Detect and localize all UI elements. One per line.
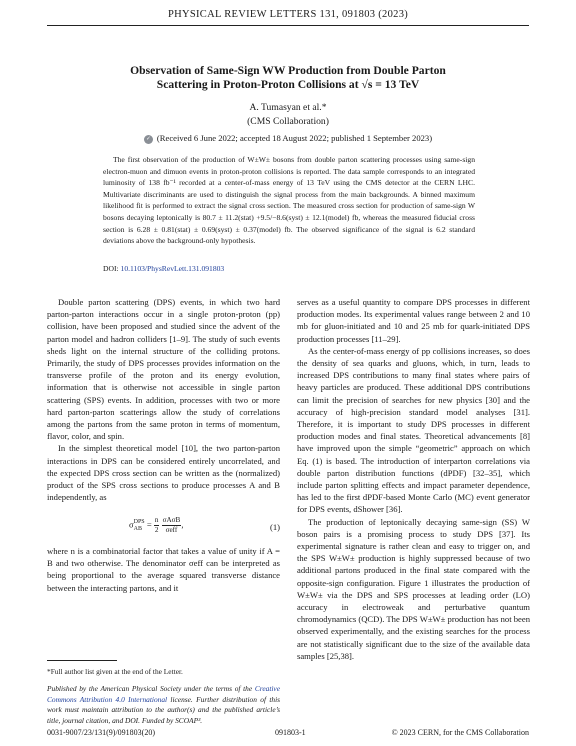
eq-equals: = (146, 519, 152, 530)
crossmark-icon[interactable]: ✓ (144, 135, 153, 144)
right-column (297, 296, 530, 662)
title-line-2: Scattering in Proton-Proton Collisions at √s = 13 TeV (156, 78, 420, 91)
license-link[interactable]: Creative Commons Attribution 4.0 International (47, 684, 280, 704)
paragraph-same-sign: The production of leptonically decaying same-sign (SS) W boson pairs is a promising process to study DPS [37]. Its experimental signature is rather clean and easy to trigger on, and the SPS W±W± production is highly suppressed because of two additional partons produced in the final state compared with the opposite-sign configuration. Figure 1 illustrates the production of W±W± via the DPS and SPS processes at leading order (LO) accuracy in electroweak and perturbative quantum chromodynamics (QCD). The DPS W±W± production has not been observed experimentally, and the existing searches for the process are not statistically significant due to the size of the available data samples [25,38]. (297, 516, 530, 661)
equation-number: (1) (269, 522, 280, 532)
paragraph-range: serves as a useful quantity to compare DPS processes in different production modes. Its experimental values range between 2 and 10 mb for gluon-initiated and 10 and 25 mb for quark-initiated DPS production processes [11–29]. (297, 297, 530, 344)
eq-frac-2: $\frac{\text{σAσB}}{\text{σeff}}$ (162, 516, 181, 534)
eq-sup: DPS (133, 518, 145, 525)
header-rule (47, 25, 529, 26)
footer-issn: 0031-9007/23/131(9)/091803(20) (47, 728, 155, 737)
paragraph-energy: As the center-of-mass energy of pp collisions increases, so does the density of sea quarks and gluons, which, in turn, leads to increased DPS contributions to many final states where pairs of heavy particles are produced. These additional DPS contributions can limit the precision of searches for new physics [30] and the accuracy of high-precision standard model analyses [31]. Therefore, it is important to study DPS processes in different production modes and final states. Theoretical advancements [8] have improved upon the simple “geometric” approach on which Eq. (1) is based. The introduction of interparton correlations via double parton distribution functions (dPDF) [32–35], which include parton splitting effects and impact parameter dependence, has led to the first dPDF-based Monte Carlo (MC) event generator for DPS events, dShower [36]. (297, 345, 530, 515)
journal-header: PHYSICAL REVIEW LETTERS 131, 091803 (2023) (167, 9, 409, 20)
license-text-after: license. Further distribution of this work must maintain attribution to the author(s) and the published article’s title, journal citation, and DOI. Funded by SCOAP³. (47, 694, 280, 725)
doi-line (103, 264, 224, 273)
footnote-rule (47, 660, 117, 661)
paragraph-model: In the simplest theoretical model [10], the two parton-parton interactions in DPS can be considered entirely uncorrelated, and the expected DPS cross section can be written as the (normalized) product of the SPS cross sections to produce processes A and B independently, as (47, 443, 280, 503)
paragraph-sigma-eff: where n is a combinatorial factor that takes a value of unity if A = B and two otherwise. The denominator σeff can be interpreted as being proportional to the average squared transverse distance between the interacting partons, and it (47, 546, 280, 593)
license-text-before: Published by the American Physical Society under the terms of the (47, 684, 255, 693)
footer-copyright: © 2023 CERN, for the CMS Collaboration (391, 728, 529, 737)
dates-text: (Received 6 June 2022; accepted 18 August 2022; published 1 September 2023) (156, 133, 433, 143)
publication-dates (0, 133, 576, 144)
eq-sigma: σ (129, 519, 134, 530)
equation-1 (47, 514, 280, 542)
title-line-1: Observation of Same-Sign WW Production from Double Parton (130, 64, 446, 77)
doi-link[interactable]: 10.1103/PhysRevLett.131.091803 (120, 264, 225, 273)
eq-sub: AB (133, 525, 142, 532)
eq-tail: , (181, 519, 184, 530)
footer-page-number: 091803-1 (275, 728, 306, 737)
author-line[interactable]: A. Tumasyan et al.* (249, 102, 327, 113)
collaboration: (CMS Collaboration) (247, 116, 329, 127)
paper-title (90, 64, 486, 92)
abstract: The first observation of the production of W±W± bosons from double parton scattering processes using same-sign electron-muon and dimuon events in proton-proton collisions is reported. The data sample corresponds to an integrated luminosity of 138 fb⁻¹ recorded at a center-of-mass energy of 13 TeV using the CMS detector at the CERN LHC. Multivariate discriminants are used to distinguish the signal process from the main backgrounds. A binned maximum likelihood fit is performed to extract the signal cross section. The measured cross section for production of same-sign W bosons decaying leptonically is 80.7 ± 11.2(stat) +9.5/−8.6(syst) ± 12.1(model) fb, whereas the measured fiducial cross section is 6.28 ± 0.81(stat) ± 0.69(syst) ± 0.37(model) fb. The observed significance of the signal is 6.2 standard deviations above the background-only hypothesis. (103, 155, 475, 246)
equation-body (129, 516, 183, 535)
left-column (47, 296, 280, 503)
left-column-cont (47, 545, 280, 594)
paragraph-intro: Double parton scattering (DPS) events, in which two hard parton-parton interactions occur in a single proton-proton (pp) collision, have been proposed and studied since the advent of the parton model and hadron colliders [1–9]. The study of such events sheds light on the internal structure of the colliding protons. Primarily, the study of DPS processes provides information on the transverse profile of the proton and its energy evolution, information that is otherwise not accessible in single parton scattering (SPS) events. In addition, processes with two or more hard parton-parton scatterings allow the study of correlations among the partons from the same proton in terms of momentum, flavor, color, and spin. (47, 297, 280, 442)
license-note (47, 684, 280, 726)
footnote: *Full author list given at the end of the Letter. (47, 667, 183, 676)
eq-frac-1: $\frac{n}{2}$ (154, 516, 159, 534)
doi-label: DOI: (103, 264, 119, 273)
